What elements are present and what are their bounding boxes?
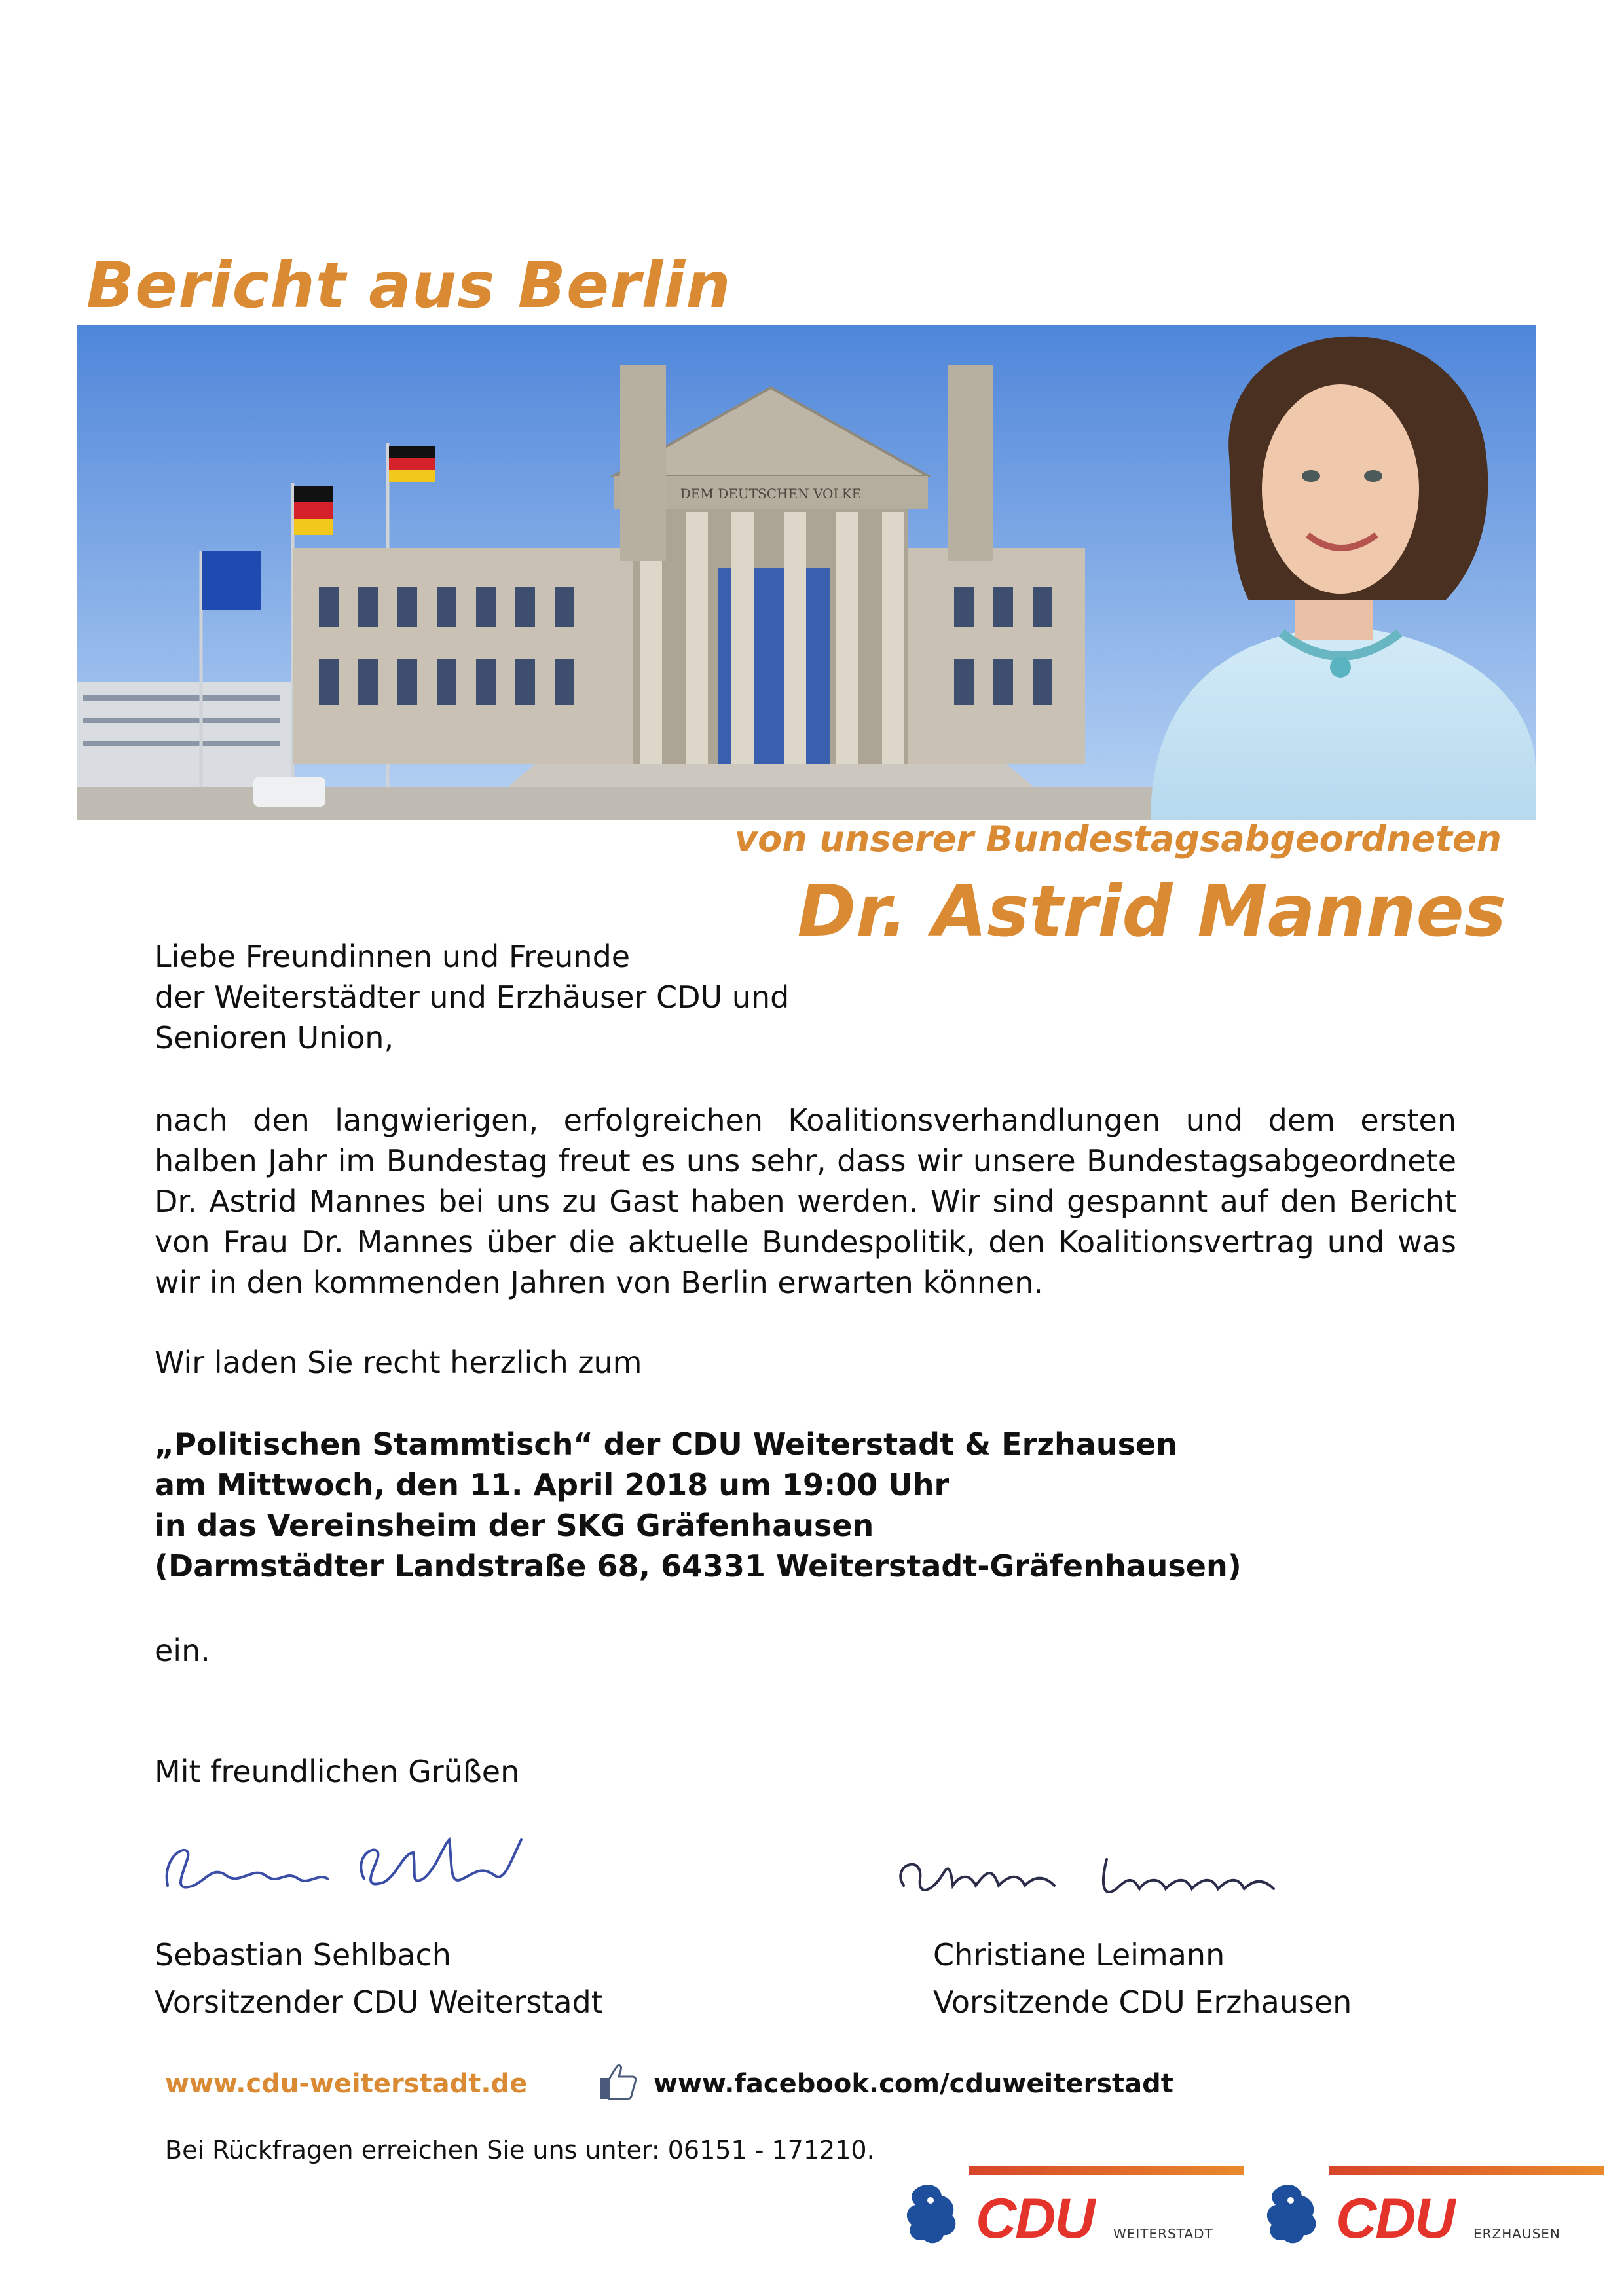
closing-word: ein.	[155, 1633, 210, 1668]
cdu-weiterstadt-logo: CDU WEITERSTADT	[897, 2160, 1251, 2265]
lion-icon	[1261, 2178, 1324, 2250]
signer-role: Vorsitzende CDU Erzhausen	[933, 1984, 1352, 2020]
greeting-line: Liebe Freundinnen und Freunde	[155, 939, 631, 974]
greeting-line: der Weiterstädter und Erzhäuser CDU und	[155, 979, 790, 1015]
invite-line: Wir laden Sie recht herzlich zum	[155, 1345, 642, 1380]
mp-name: Dr. Astrid Mannes	[797, 871, 1506, 953]
cdu-erzhausen-logo: CDU ERZHAUSEN	[1257, 2160, 1611, 2265]
greeting	[155, 936, 849, 1058]
body-paragraph: nach den langwierigen, erfolgreichen Koalitionsverhandlungen und dem ersten halben Jahr im Bundestag freut es uns sehr, dass wir unsere Bundestagsabgeordnete Dr. Astrid Mannes bei uns zu Gast haben werden. Wir sind gespannt auf den Bericht von Frau Dr. Mannes über die aktuelle Bundespolitik, den Koalitionsvertrag und was wir in den kommenden Jahren von Berlin erwarten können.	[155, 1102, 1456, 1300]
header-banner-image	[77, 325, 1536, 820]
signer-right	[933, 1931, 1352, 2026]
event-date: am Mittwoch, den 11. April 2018 um 19:00 Uhr	[155, 1467, 950, 1503]
svg-text:DEM DEUTSCHEN VOLKE: DEM DEUTSCHEN VOLKE	[680, 486, 862, 501]
event-venue: in das Vereinsheim der SKG Gräfenhausen	[155, 1508, 874, 1543]
event-details	[155, 1424, 1242, 1586]
regards: Mit freundlichen Grüßen	[155, 1754, 520, 1789]
thumbs-up-icon	[597, 2061, 638, 2102]
lion-icon	[901, 2178, 964, 2250]
greeting-line: Senioren Union,	[155, 1020, 394, 1055]
signer-role: Vorsitzender CDU Weiterstadt	[155, 1984, 603, 2020]
signer-left	[155, 1931, 603, 2026]
page-title: Bericht aus Berlin	[86, 249, 731, 322]
signature-sehlbach	[155, 1813, 534, 1912]
header-subtitle: von unserer Bundestagsabgeordneten	[734, 818, 1502, 860]
facebook-link[interactable]: www.facebook.com/cduweiterstadt	[654, 2069, 1173, 2099]
website-link[interactable]: www.cdu-weiterstadt.de	[165, 2069, 528, 2099]
signature-leimann	[884, 1840, 1290, 1918]
event-address: (Darmstädter Landstraße 68, 64331 Weiterstadt-Gräfenhausen)	[155, 1548, 1242, 1584]
signer-name: Christiane Leimann	[933, 1937, 1225, 1973]
signer-name: Sebastian Sehlbach	[155, 1937, 451, 1973]
contact-info: Bei Rückfragen erreichen Sie uns unter: 06151 - 171210.	[165, 2136, 875, 2164]
event-title: „Politischen Stammtisch“ der CDU Weiterstadt & Erzhausen	[155, 1427, 1177, 1462]
